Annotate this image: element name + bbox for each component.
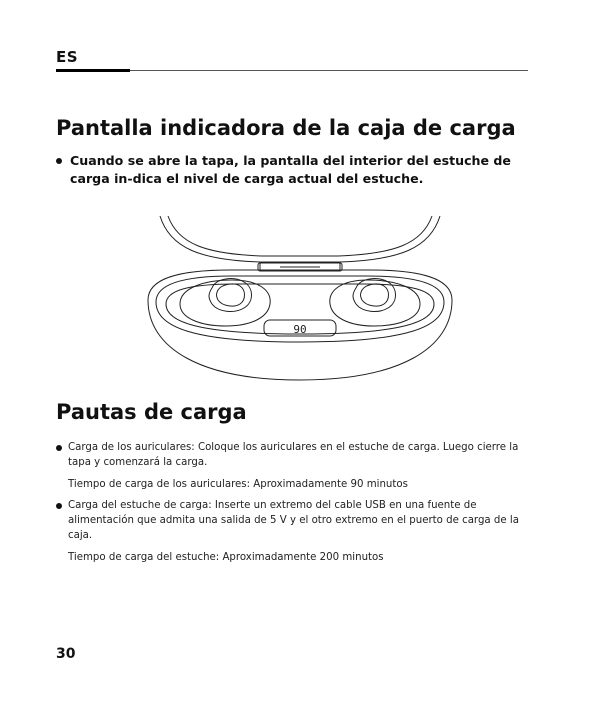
page-number: 30 — [56, 646, 76, 662]
bullet-icon — [56, 158, 62, 164]
bullet-icon — [56, 445, 62, 451]
header-rule-accent — [56, 69, 130, 72]
charging-item-earbuds — [56, 440, 536, 470]
case-charging-time: Tiempo de carga del estuche: Aproximadamente 200 minutos — [68, 552, 384, 563]
bullet-icon — [56, 503, 62, 509]
case-display-value: 90 — [293, 323, 307, 336]
display-description — [56, 152, 536, 188]
language-code: ES — [56, 48, 79, 66]
display-description-text: Cuando se abre la tapa, la pantalla del interior del estuche de carga in-dica el nivel de carga actual del estuche. — [70, 153, 511, 186]
section-title-display: Pantalla indicadora de la caja de carga — [56, 116, 516, 140]
earbuds-charging-time: Tiempo de carga de los auriculares: Aproximadamente 90 minutos — [68, 479, 408, 490]
charging-item-earbuds-text: Carga de los auriculares: Coloque los auriculares en el estuche de carga. Luego cierre la tapa y comenzará la carga. — [68, 442, 519, 468]
charging-item-case — [56, 498, 536, 543]
section-title-charging: Pautas de carga — [56, 400, 247, 424]
charging-case-illustration — [140, 208, 460, 386]
charging-item-case-text: Carga del estuche de carga: Inserte un extremo del cable USB en una fuente de alimentación que admita una salida de 5 V y el otro extremo en el puerto de carga de la caja. — [68, 500, 519, 541]
